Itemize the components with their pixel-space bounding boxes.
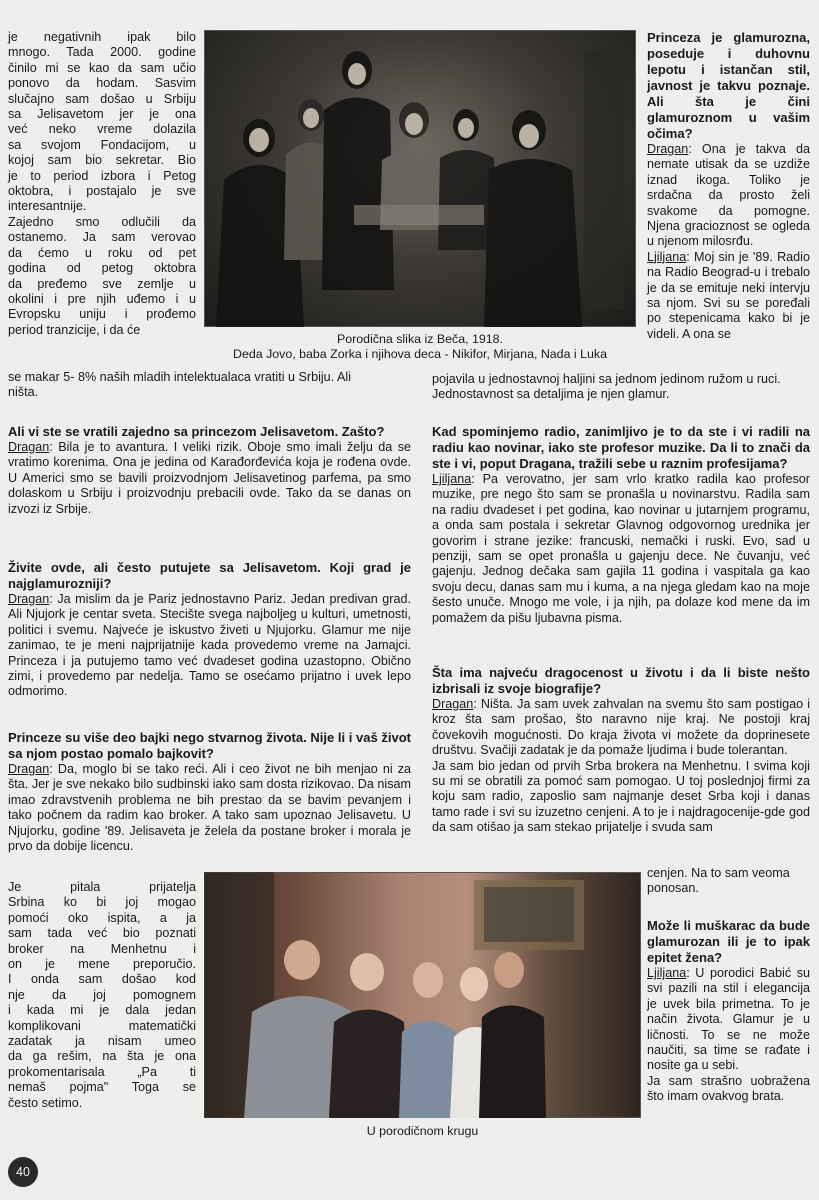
- right-section-man-glamour: [647, 918, 810, 1105]
- speaker-dragan: Dragan: [8, 440, 50, 454]
- text-line: kojoj sam bio sekretar. Bio: [8, 153, 196, 168]
- text-line: već neko vreme dolazila: [8, 122, 196, 137]
- text-line: okolini i pre njih uđemo i u: [8, 291, 196, 306]
- text-line: prokomentarisala „Pa ti: [8, 1064, 196, 1079]
- answer-biography-part2: Ja sam bio jedan od prvih Srba brokera na Menhetnu. I svima koji su mi se obratili za pomoć sam pomogao. U toj poslednjoj firmi za koju sam radio, zaposlio sam najmanje deset Srba koji i danas tamo rade i svi su izuzetno cenjeni. A to je i najdragocenije-gde god da sam otišao ja sam stekao prijatelje i svuda sam: [432, 758, 810, 835]
- photo2-caption: U porodičnom krugu: [366, 1124, 479, 1138]
- text-line: sa Jelisavetom jer je ona: [8, 107, 196, 122]
- right-top-wide-line2: Jednostavnost sa detaljima je njen glamur.: [432, 387, 670, 402]
- text-line: interesantnije.: [8, 199, 87, 214]
- right-top-wide: [432, 372, 810, 403]
- text-line: zadatak ja nisam umeo: [8, 1034, 196, 1049]
- text-line: komplikovani matematički: [8, 1018, 196, 1033]
- right-top-wide-line1: pojavila u jednostavnoj haljini sa jednom jedinom ružom u ruci.: [432, 372, 781, 386]
- text-line: je to period izbora i Petog: [8, 168, 196, 183]
- text-line: da pređemo sve zemlje u: [8, 276, 196, 291]
- answer-biography: : Ništa. Ja sam uvek zahvalan na svemu što sam postigao i kroz šta sam prošao, što naravno nije kraj. Ne postoji kraj čovekovih mogućnosti. Do kraja života vi možete da doprinesete društvu. Svačiji zadatak je da pomaže ljudima i bude tolerantan.: [432, 697, 810, 758]
- text-line: period tranzicije, i da će: [8, 322, 141, 337]
- left-section-return: [8, 424, 411, 517]
- right-biography-narrow-line2: ponosan.: [647, 881, 699, 896]
- text-line: broker na Menhetnu i: [8, 941, 196, 956]
- text-line: Srbina ko bi joj mogao: [8, 895, 196, 910]
- photo1-caption-line2: Deda Jovo, baba Zorka i njihova deca - Nikifor, Mirjana, Nada i Luka: [233, 347, 607, 361]
- answer-glamour-ljiljana: : Moj sin je '89. Radio na Radio Beograd-u i trebalo je da se emituje neki intervju sa njom. Svi su se poređali po stepenicama kako bi je videli. A ona se: [647, 249, 810, 341]
- left-top-last-line: ništa.: [8, 385, 39, 400]
- speaker-ljiljana: Ljiljana: [647, 966, 687, 980]
- left-bottom-narrow-column: [8, 880, 196, 1111]
- speaker-ljiljana: Ljiljana: [647, 249, 687, 264]
- text-line: i kada mi je dala jedan: [8, 1003, 196, 1018]
- text-line: činilo mi se kao da sam učio: [8, 60, 196, 75]
- question-return: Ali vi ste se vratili zajedno sa princezom Jelisavetom. Zašto?: [8, 424, 385, 439]
- text-line: često setimo.: [8, 1095, 83, 1110]
- right-section-radio: [432, 424, 810, 626]
- left-section-fairytale: [8, 730, 411, 854]
- question-radio: Kad spominjemo radio, zanimljivo je to da ste i vi radili na radiu kao novinar, iako ste profesor muzike. Da li to znači da ste i vi, poput Dragana, tražili sebe u raznim profesijama?: [432, 424, 810, 471]
- speaker-dragan: Dragan: [8, 762, 50, 776]
- page-number: 40: [8, 1157, 38, 1187]
- text-line: Zajedno smo odlučili da: [8, 214, 196, 229]
- text-line: sa svojom Fondacijom, u: [8, 137, 196, 152]
- text-line: oktobra, i postajalo je sve: [8, 184, 196, 199]
- left-top-wide-line: se makar 5- 8% naših mladih intelektualaca vratiti u Srbiju. Ali: [8, 370, 351, 384]
- text-line: ostanemo. Ja sam verovao: [8, 230, 196, 245]
- text-line: da ga rešim, na šta je ona: [8, 1049, 196, 1064]
- text-line: slučajno sam došao u Srbiju: [8, 91, 196, 106]
- text-line: Evropsku uniju i prođemo: [8, 307, 196, 322]
- family-circle-photo: [204, 872, 641, 1118]
- right-section-biography: [432, 665, 810, 836]
- question-city: Živite ovde, ali često putujete sa Jelisavetom. Koji grad je najglamurozniji?: [8, 560, 411, 591]
- question-glamour: Princeza je glamurozna, poseduje i duhovnu lepotu i istančan stil, javnost je takvu poznaje. Ali šta je čini glamuroznom u vašim očima?: [647, 30, 810, 141]
- answer-fairytale: : Da, moglo bi se tako reći. Ali i ceo život ne bih menjao ni za šta. Jer je sve nekako bilo sudbinski iako sam dosta rizikovao. Da nisam imao zdravstvenih problema ne bih prestao da se bavim pevanjem i tako počnem da radim kao broker. A tako sam upoznao Jelisavetu. U Njujorku, godine '89. Jelisaveta je želela da postane broker i morala je prvo da dobije licencu.: [8, 762, 411, 854]
- answer-glamour-dragan: : Ona je takva da nemate utisak da se uzdiže iznad ikoga. Toliko je srdačna da prosto želi svakome da pomogne. Njena gracioznost se ogleda u njenom milosrđu.: [647, 142, 810, 249]
- text-line: sam tada već bio poznati: [8, 926, 196, 941]
- speaker-ljiljana: Ljiljana: [432, 472, 472, 486]
- right-section-glamour: [647, 30, 810, 342]
- speaker-dragan: Dragan: [647, 142, 689, 156]
- speaker-dragan: Dragan: [8, 592, 50, 606]
- photo1-caption-line1: Porodična slika iz Beča, 1918.: [337, 332, 503, 346]
- answer-man-glamour: : U porodici Babić su svi pazili na stil i elegancija je uvek bila primetna. To je način života. Glamur je u ličnosti. To se ne može naučiti, sa time se rađate i nosite ga u sebi.: [647, 966, 810, 1073]
- family-portrait-photo: [204, 30, 636, 327]
- text-line: godina od petog oktobra: [8, 261, 196, 276]
- answer-return: : Bila je to avantura. I veliki rizik. Oboje smo imali želju da se vratimo korenima. Ona je jedina od Karađorđevića koja je rođena ovde. U Americi smo se bavili proizvodnjom Jelisavetinog parfema, pa smo dolaskom u Srbiju i proizvodnju prebacili ovde. Tako da se danas on izvozi iz Srbije.: [8, 440, 411, 516]
- text-line: da ćemo u roku od pet: [8, 245, 196, 260]
- text-line: ponovo da hodam. Sasvim: [8, 76, 196, 91]
- text-line: je negativnih ipak bilo: [8, 30, 196, 44]
- right-biography-narrow-line1: cenjen. Na to sam veoma: [647, 866, 790, 880]
- question-man-glamour: Može li muškarac da bude glamurozan ili je to ipak epitet žena?: [647, 918, 810, 965]
- speaker-dragan: Dragan: [432, 697, 474, 711]
- text-line: I onda sam došao kod: [8, 972, 196, 987]
- question-fairytale: Princeze su više deo bajki nego stvarnog života. Nije li i vaš život sa njom postao pomalo bajkovit?: [8, 730, 411, 761]
- left-top-wide: [8, 370, 411, 401]
- text-line: Je pitala prijatelja: [8, 880, 196, 894]
- answer-radio: : Pa verovatno, jer sam vrlo kratko radila kao profesor muzike, pre nego što sam se pronašla u novinarstvu. Radila sam na radiu dvadeset i pet godina, kao novinar u jutarnjem programu, a onda sam postala i sekretar Glavnog odgovornog urednika jer govorim i strane jezike: francuski, nemački i ruski. Evo, sad u penziji, sam se opet pronašla u gajenju dece. Ne čuvanju, već gajenju. Jednog dečaka sam gajila 11 godina i vaspitala ga kao svoju decu, danas sam mu i kuma, a na njega gledam kao na moje šesto unuče. Mnogo me vole, i ja njih, pa dolaze kod mene da im pomažem da pišu ljubavna pisma.: [432, 472, 810, 625]
- text-line: mnogo. Tada 2000. godine: [8, 45, 196, 60]
- answer-city: : Ja mislim da je Pariz jednostavno Pariz. Jedan predivan grad. Ali Njujork je centar sveta. Stecište svega najboljeg u kulturi, umetnosti, politici i svemu. Najveće je iskustvo živeti u Njujorku. Glamur me nije zanimao, te je meni najprijatnije kada provedemo vreme na Jamajci. Princeza i ja putujemo tamo već dvadeset godina uzastopno. Obično zimi, i provedemo par nedelja. Tamo se osećamo prijatno i uvek lepo odmorimo.: [8, 592, 411, 699]
- right-biography-narrow: [647, 866, 810, 897]
- left-section-city: [8, 560, 411, 700]
- text-line: on je mene preporučio.: [8, 957, 196, 972]
- text-line: nemaš pojma" Toga se: [8, 1080, 196, 1095]
- text-line: nje da joj pomognem: [8, 987, 196, 1002]
- text-line: pomoći oko ispita, a ja: [8, 910, 196, 925]
- answer-man-glamour-part2: Ja sam strašno uobražena što imam ovakvog brata.: [647, 1073, 810, 1104]
- left-top-narrow-column: [8, 30, 196, 338]
- question-biography: Šta ima najveću dragocenost u životu i da li biste nešto izbrisali iz svoje biografije?: [432, 665, 810, 696]
